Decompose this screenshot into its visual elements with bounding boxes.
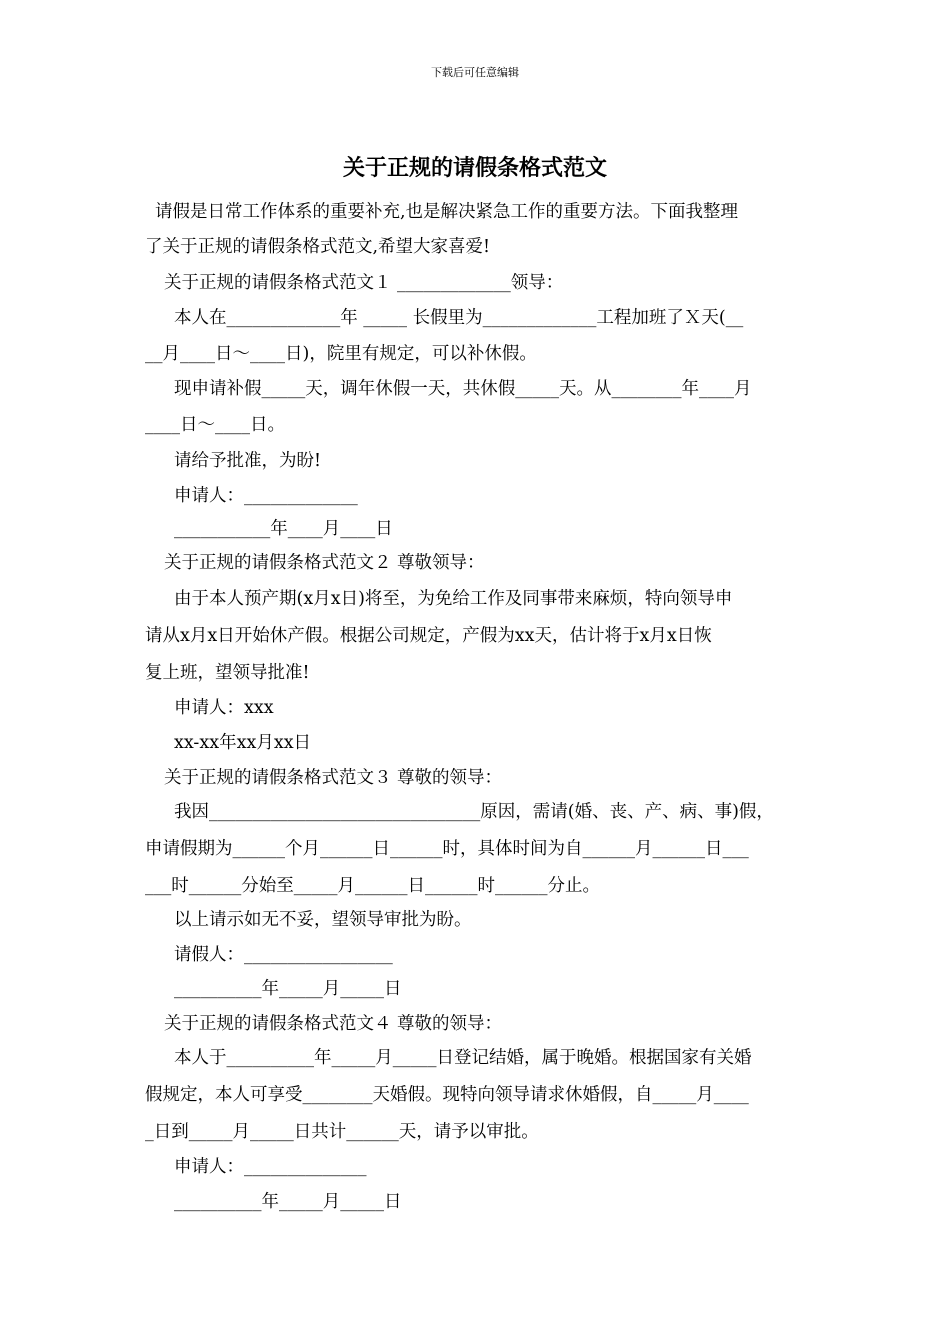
section-heading: 关于正规的请假条格式范文１ _____________领导： (164, 273, 564, 293)
page-header: 下载后可任意编辑 (431, 66, 519, 79)
section-heading: 关于正规的请假条格式范文３ 尊敬的领导： (164, 768, 503, 788)
body-text-line: 本人在_____________年 _____ 长假里为_____________工程加班了Ｘ天(__ (174, 308, 744, 328)
signature-line: 请假人：_________________ (174, 945, 393, 965)
signature-line: 申请人：xxx (174, 698, 274, 718)
body-text-line: _日到_____月_____日共计______天，请予以审批。 (145, 1122, 539, 1142)
body-text-line: ____日～____日。 (145, 415, 285, 435)
signature-line: 申请人：_____________ (174, 486, 358, 506)
body-text-line: __月____日～____日)，院里有规定，可以补休假。 (145, 344, 537, 364)
body-text-line: 假规定，本人可享受________天婚假。现特向领导请求休婚假，自_____月____ (145, 1085, 749, 1105)
body-text-line: 以上请示如无不妥，望领导审批为盼。 (174, 910, 472, 930)
section-heading: 关于正规的请假条格式范文４ 尊敬的领导： (164, 1014, 503, 1034)
body-text-line: 本人于__________年_____月_____日登记结婚，属于晚婚。根据国家有关婚 (174, 1048, 752, 1068)
body-text-line: 我因_______________________________原因，需请(婚、丧、产、病、事)假， (174, 802, 774, 822)
date-line: __________年_____月_____日 (174, 1192, 402, 1212)
document-title: 关于正规的请假条格式范文 (342, 155, 607, 181)
body-text-line: 请从x月x日开始休产假。根据公司规定，产假为xx天，估计将于x月x日恢 (145, 626, 712, 646)
date-line: xx-xx年xx月xx日 (174, 733, 312, 753)
intro-paragraph-line: 请假是日常工作体系的重要补充,也是解决紧急工作的重要方法。下面我整理 (155, 202, 739, 222)
date-line: __________年_____月_____日 (174, 979, 402, 999)
signature-line: 申请人：______________ (174, 1157, 367, 1177)
body-text-line: 复上班，望领导批准! (145, 663, 310, 683)
body-text-line: 请给予批准，为盼! (174, 451, 322, 471)
body-text-line: ___时______分始至_____月______日______时______分止。 (145, 876, 600, 896)
intro-paragraph-line: 了关于正规的请假条格式范文,希望大家喜爱! (145, 237, 491, 257)
body-text-line: 现申请补假_____天，调年休假一天，共休假_____天。从________年____月 (174, 379, 752, 399)
body-text-line: 申请假期为______个月______日______时，具体时间为自______月______日___ (145, 839, 749, 859)
date-line: ___________年____月____日 (174, 519, 393, 539)
section-heading: 关于正规的请假条格式范文２ 尊敬领导： (164, 553, 485, 573)
body-text-line: 由于本人预产期(x月x日)将至，为免给工作及同事带来麻烦，特向领导申 (174, 589, 733, 609)
